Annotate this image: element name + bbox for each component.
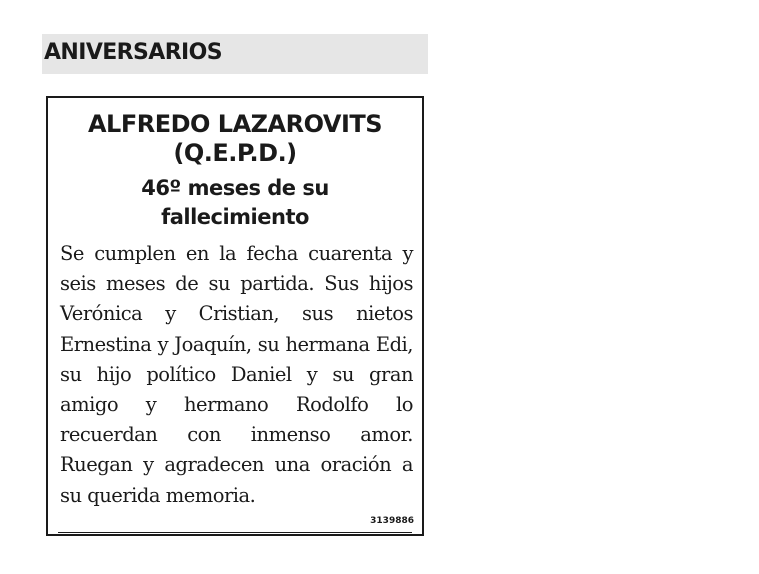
honorific: (Q.E.P.D.) — [173, 139, 297, 167]
notice-body: Se cumplen en la fecha cuarenta y seis meses de su partida. Sus hijos Verónica y Cristian, sus nietos Ernestina y Joaquín, su hermana Edi, su hijo político Daniel y su gran amigo y hermano Rodolfo lo recuerdan con inmenso amor. Ruegan y agradecen una oración a su querida memoria. — [60, 242, 413, 507]
anniversary-notice — [46, 96, 424, 536]
section-title: ANIVERSARIOS — [44, 40, 222, 65]
section-header — [42, 34, 428, 74]
reference-number: 3139886 — [370, 516, 414, 526]
bottom-divider — [58, 532, 412, 533]
deceased-name: ALFREDO LAZAROVITS — [87, 110, 383, 138]
notice-subtitle: 46º meses de su fallecimiento — [141, 176, 329, 229]
